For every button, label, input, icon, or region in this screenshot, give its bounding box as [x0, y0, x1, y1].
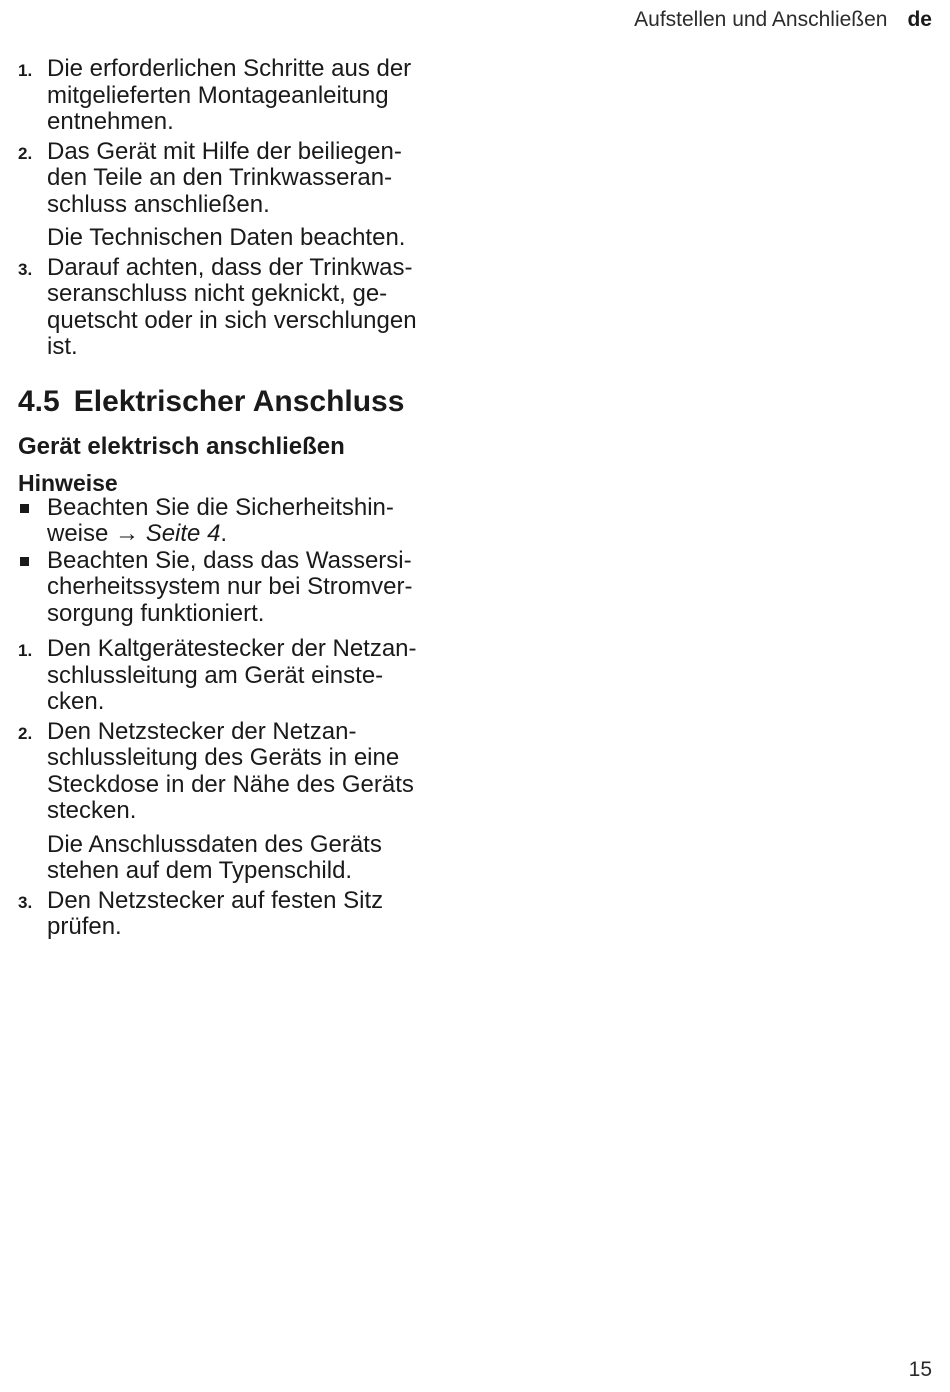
page-number: 15 [908, 1358, 932, 1381]
step-text [47, 56, 458, 136]
note-line: stehen auf dem Typenschild. [47, 857, 353, 884]
hint-line: cherheitssystem nur bei Stromver- [47, 573, 413, 600]
step-number: 2. [18, 143, 33, 163]
step-number: 1. [18, 61, 33, 80]
bullet-square-icon [18, 495, 47, 548]
step-line: Den Netzstecker auf festen Sitz [47, 886, 384, 914]
step-line: seranschluss nicht geknickt, ge- [47, 280, 388, 307]
step-line: prüfen. [47, 913, 122, 940]
step-line: Das Gerät mit Hilfe der beiliegen- [47, 137, 402, 165]
step-number: 3. [18, 259, 33, 279]
electric-step-2 [18, 719, 458, 825]
step-text [47, 636, 458, 716]
step-line: schlussleitung am Gerät einste- [47, 661, 384, 689]
step-line: schlussleitung des Geräts in eine [47, 744, 400, 771]
arrow-right-icon: → [115, 520, 140, 547]
step-line: entnehmen. [47, 108, 174, 135]
step-text [47, 719, 458, 825]
step-line: Den Kaltgerätestecker der Netzan- [47, 635, 417, 662]
step-text [47, 139, 458, 219]
electric-step-3 [18, 888, 458, 941]
step-line: ist. [47, 333, 78, 360]
note-line: Die Anschlussdaten des Geräts [47, 830, 382, 858]
step-number: 2. [18, 723, 33, 743]
header-language-code: de [907, 8, 932, 31]
hint-text [47, 548, 458, 628]
hint-line: sorgung funktioniert. [47, 599, 265, 627]
section-title-text: Elektrischer Anschluss [73, 384, 405, 418]
step-line: den Teile an den Trinkwasseran- [47, 164, 393, 191]
step-line: Den Netzstecker der Netzan- [47, 717, 357, 745]
bullet-square-icon [18, 548, 47, 628]
hint-line: Beachten Sie die Sicherheitshin- [47, 493, 394, 521]
water-step-2 [18, 139, 458, 219]
water-step-1 [18, 56, 458, 136]
step-line: schluss anschließen. [47, 190, 270, 218]
hint-period: . [220, 520, 228, 547]
section-number: 4.5 [18, 384, 60, 418]
hint-text [47, 495, 458, 548]
page-reference-link[interactable]: Seite 4 [145, 520, 221, 547]
step-line: stecken. [47, 797, 137, 824]
step-line: mitgelieferten Montageanleitung [47, 81, 389, 109]
page-header [634, 8, 932, 32]
electric-step-1 [18, 636, 458, 716]
section-heading [18, 385, 458, 419]
header-section-title: Aufstellen und Anschließen [634, 8, 888, 31]
step-line: Darauf achten, dass der Trinkwas- [47, 253, 413, 281]
hints-heading: Hinweise [18, 469, 118, 496]
main-content [18, 56, 458, 944]
step-line: Die erforderlichen Schritte aus der [47, 55, 412, 82]
hint-line: weise [47, 520, 109, 547]
step-line: cken. [47, 688, 105, 715]
step-line: quetscht oder in sich verschlungen [47, 306, 417, 334]
electric-note [18, 832, 458, 885]
subheading: Gerät elektrisch anschließen [18, 432, 345, 460]
hint-line: Beachten Sie, dass das Wassersi- [47, 546, 412, 574]
hint-item-2 [18, 548, 458, 628]
water-note: Die Technischen Daten beachten. [47, 224, 406, 251]
step-number: 3. [18, 892, 33, 912]
step-number: 1. [18, 641, 33, 660]
step-text [47, 255, 458, 361]
step-line: Steckdose in der Nähe des Geräts [47, 770, 414, 798]
hint-item-1 [18, 495, 458, 548]
water-step-3 [18, 255, 458, 361]
step-text [47, 888, 458, 941]
